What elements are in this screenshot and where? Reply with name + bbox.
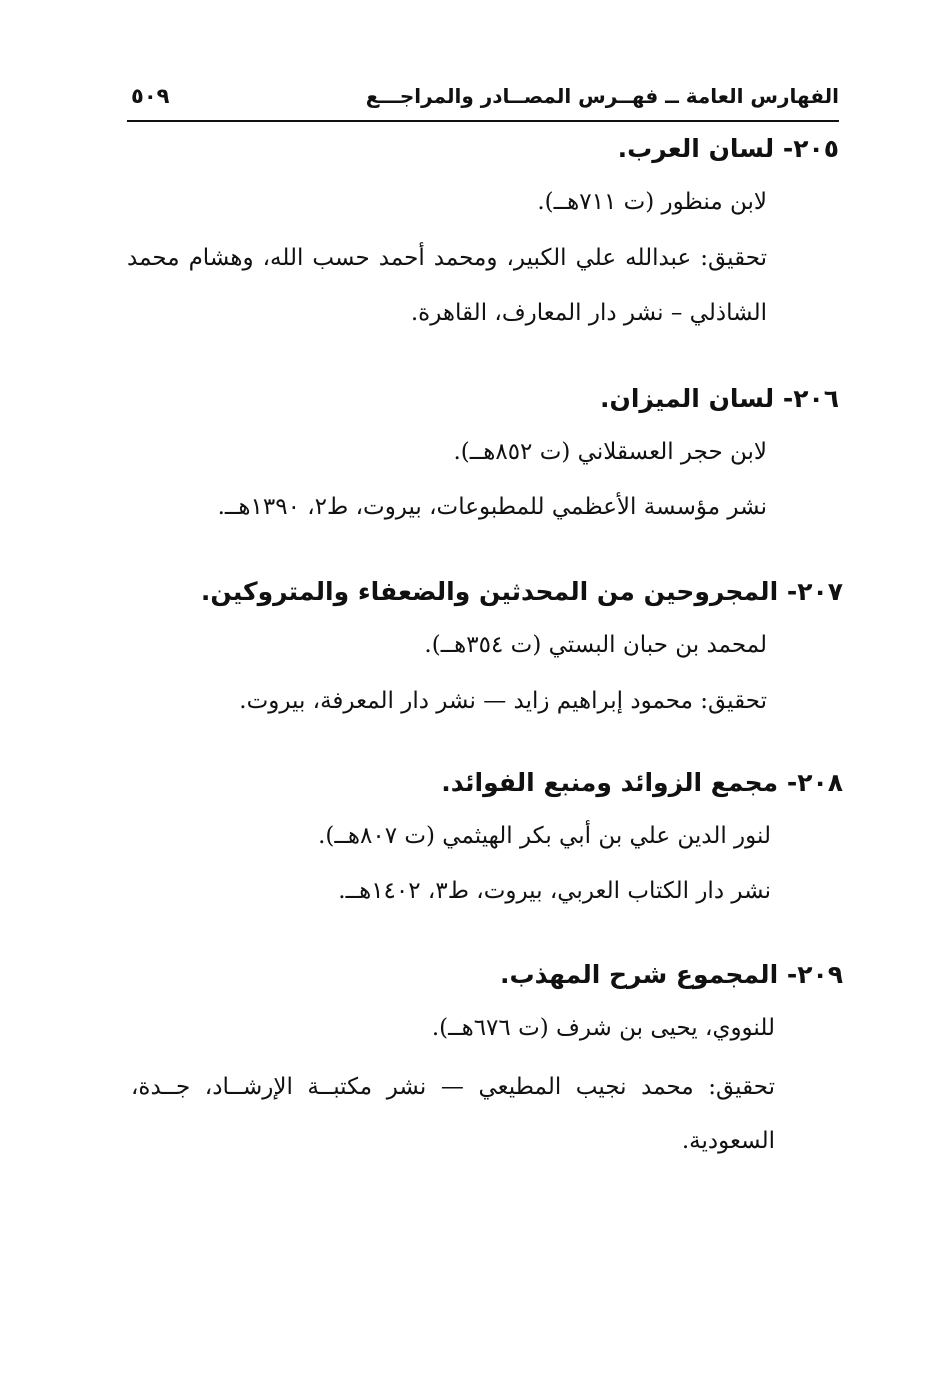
page-number: ٥٠٩: [131, 84, 170, 108]
entry-title: ٢٠٦- لسان الميزان.: [600, 384, 839, 413]
running-title: الفهارس العامة ــ فهــرس المصــادر والمراجـــع: [365, 84, 839, 108]
entry-207: [127, 577, 843, 727]
entry-editor-line: تحقيق: عبدالله علي الكبير، ومحمد أحمد حسب الله، وهشام محمد: [127, 245, 767, 271]
entry-208: [127, 768, 843, 918]
entry-author-line: للنووي، يحيى بن شرف (ت ٦٧٦هــ).: [431, 1015, 775, 1041]
entry-publisher-line: نشر مؤسسة الأعظمي للمطبوعات، بيروت، ط٢، ١٣٩٠هــ.: [217, 494, 767, 520]
entry-author-line: لمحمد بن حبان البستي (ت ٣٥٤هــ).: [424, 632, 767, 658]
entry-author-line: لابن حجر العسقلاني (ت ٨٥٢هــ).: [453, 439, 767, 465]
entry-location-line: السعودية.: [681, 1128, 775, 1154]
entry-209: [127, 960, 843, 1170]
page-header: [127, 82, 839, 122]
entry-author-line: لنور الدين علي بن أبي بكر الهيثمي (ت ٨٠٧هــ).: [318, 823, 771, 849]
entry-title: ٢٠٩- المجموع شرح المهذب.: [500, 960, 843, 989]
entry-editor-line: تحقيق: محمود إبراهيم زايد — نشر دار المعرفة، بيروت.: [239, 688, 767, 714]
entry-206: [127, 384, 839, 534]
entry-205: [127, 134, 839, 354]
entry-publisher-line: نشر دار الكتاب العربي، بيروت، ط٣، ١٤٠٢هــ.: [338, 878, 771, 904]
entry-author-line: لابن منظور (ت ٧١١هــ).: [537, 189, 767, 215]
entry-title: ٢٠٧- المجروحين من المحدثين والضعفاء والمتروكين.: [200, 577, 843, 606]
entry-title: ٢٠٥- لسان العرب.: [617, 134, 839, 163]
entry-publisher-line: الشاذلي – نشر دار المعارف، القاهرة.: [410, 300, 767, 326]
entry-title: ٢٠٨- مجمع الزوائد ومنبع الفوائد.: [441, 768, 843, 797]
entry-editor-line: تحقيق: محمد نجيب المطيعي — نشر مكتبــة الإرشــاد، جــدة،: [131, 1074, 775, 1100]
